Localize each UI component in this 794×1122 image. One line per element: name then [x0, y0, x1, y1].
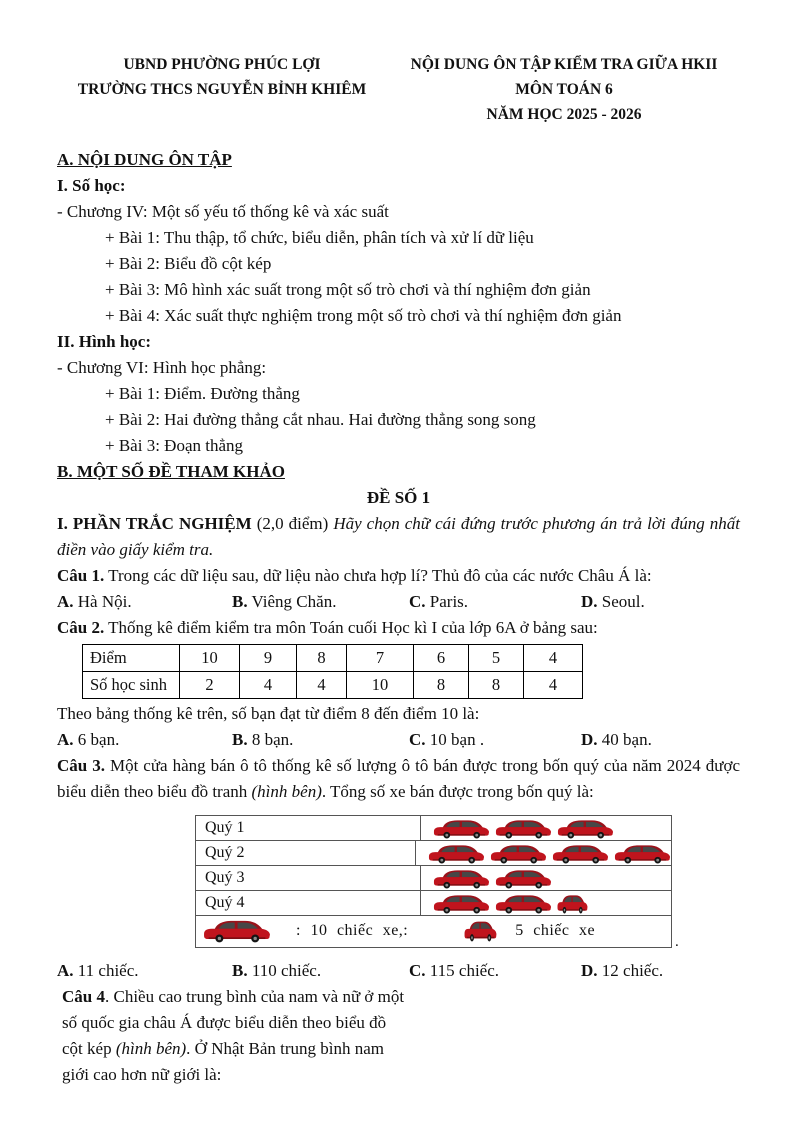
- header-exam-title: NỘI DUNG ÔN TẬP KIỂM TRA GIỮA HKII: [410, 56, 718, 73]
- car-icon: [433, 868, 490, 889]
- question-4-body: . Chiều cao trung bình của nam và nữ ở một số quốc gia châu Á được biểu diễn theo biểu đồ cột kép: [62, 987, 405, 1058]
- option-d-text: 40 bạn.: [597, 730, 652, 749]
- section-a-title: A. NỘI DUNG ÔN TẬP: [57, 150, 232, 169]
- legend-big-label: : 10 chiếc xe,:: [296, 921, 409, 939]
- question-4-italic: (hình bên): [115, 1039, 187, 1058]
- score-cell: 5: [469, 645, 524, 672]
- part1-intro: [57, 511, 740, 563]
- question-3-body: Một cửa hàng bán ô tô thống kê số lượng ô tô bán được trong bốn quý của năm 2024 được biểu diễn theo biểu đồ tranh: [57, 756, 741, 801]
- pictograph-label: Quý 3: [196, 866, 421, 890]
- geometry-chapter: - Chương VI: Hình học phẳng:: [57, 358, 267, 377]
- score-cell: 8: [297, 645, 347, 672]
- big-car-icon: [200, 918, 274, 943]
- question-3-options: [57, 958, 740, 984]
- option-d: [581, 727, 740, 753]
- score-cell: Số học sinh: [83, 672, 180, 699]
- option-d: [581, 589, 740, 615]
- option-a-key: A.: [57, 961, 74, 980]
- score-cell: 2: [180, 672, 240, 699]
- arithmetic-lesson-2: + Bài 2: Biểu đồ cột kép: [105, 254, 272, 273]
- pictograph-cars: [421, 866, 671, 890]
- score-cell: 4: [524, 645, 583, 672]
- question-4-label: Câu 4: [62, 987, 105, 1006]
- geometry-lesson-1: + Bài 1: Điểm. Đường thẳng: [105, 384, 300, 403]
- score-cell: 8: [414, 672, 469, 699]
- arithmetic-chapter: - Chương IV: Một số yếu tố thống kê và xác suất: [57, 202, 389, 221]
- option-b: [232, 958, 409, 984]
- option-a-key: A.: [57, 592, 74, 611]
- question-1: [57, 563, 740, 615]
- pictograph-row-q4: [196, 891, 671, 916]
- arithmetic-lesson-1: + Bài 1: Thu thập, tổ chức, biểu diễn, phân tích và xử lí dữ liệu: [105, 228, 534, 247]
- pictograph-wrap: [195, 815, 740, 948]
- question-2-options: [57, 727, 740, 753]
- section-b-title: B. MỘT SỐ ĐỀ THAM KHẢO: [57, 462, 285, 481]
- score-table-row-sohocsinh: [83, 672, 583, 699]
- car-pictograph: [195, 815, 672, 948]
- question-2-body: Thống kê điểm kiểm tra môn Toán cuối Học kì I của lớp 6A ở bảng sau:: [104, 618, 598, 637]
- option-c: [409, 589, 581, 615]
- score-cell: 10: [347, 672, 414, 699]
- question-4: [57, 984, 409, 1088]
- car-icon: [428, 843, 485, 864]
- header-exam-block: [388, 52, 740, 127]
- score-cell: Điểm: [83, 645, 180, 672]
- question-2-text: [57, 615, 740, 641]
- arithmetic-lesson-3: + Bài 3: Mô hình xác suất trong một số trò chơi và thí nghiệm đơn giản: [105, 280, 591, 299]
- question-1-body: Trong các dữ liệu sau, dữ liệu nào chưa hợp lí? Thủ đô của các nước Châu Á là:: [104, 566, 652, 585]
- option-c: [409, 727, 581, 753]
- option-b: [232, 589, 409, 615]
- option-a-key: A.: [57, 730, 74, 749]
- car-icon: [614, 843, 671, 864]
- pictograph-cars: [421, 891, 671, 915]
- option-c-key: C.: [409, 961, 426, 980]
- question-3-body-2: . Tổng số xe bán được trong bốn quý là:: [321, 782, 594, 801]
- score-table: [82, 644, 583, 699]
- option-d-key: D.: [581, 961, 598, 980]
- pictograph-cars: [416, 841, 671, 865]
- score-cell: 4: [524, 672, 583, 699]
- option-a: [57, 727, 232, 753]
- car-icon: [495, 818, 552, 839]
- header-school-block: [57, 52, 387, 127]
- document-header: [57, 52, 740, 127]
- header-schoolyear: NĂM HỌC 2025 - 2026: [486, 106, 642, 123]
- section-a: [57, 147, 740, 459]
- option-c-key: C.: [409, 730, 426, 749]
- option-d-key: D.: [581, 730, 598, 749]
- pictograph-label: Quý 2: [196, 841, 416, 865]
- option-b-key: B.: [232, 730, 248, 749]
- after-table-period: .: [675, 934, 679, 950]
- pictograph-cars: [421, 816, 671, 840]
- question-1-options: [57, 589, 740, 615]
- option-b-text: 110 chiếc.: [247, 961, 322, 980]
- header-school: TRƯỜNG THCS NGUYỄN BỈNH KHIÊM: [77, 81, 367, 98]
- score-cell: 4: [240, 672, 297, 699]
- header-subject: MÔN TOÁN 6: [515, 81, 613, 98]
- option-a-text: 6 bạn.: [73, 730, 120, 749]
- car-icon: [557, 893, 588, 914]
- small-car-icon: [464, 919, 497, 942]
- score-table-row-diem: [83, 645, 583, 672]
- option-b-key: B.: [232, 961, 248, 980]
- pictograph-row-q3: [196, 866, 671, 891]
- pictograph-row-q1: [196, 816, 671, 841]
- question-1-text: [57, 563, 740, 589]
- arithmetic-lesson-4: + Bài 4: Xác suất thực nghiệm trong một số trò chơi và thí nghiệm đơn giản: [105, 306, 622, 325]
- pictograph-legend: [196, 916, 671, 947]
- score-cell: 8: [469, 672, 524, 699]
- pictograph-row-q2: [196, 841, 671, 866]
- part1-points: (2,0 điểm): [251, 514, 334, 533]
- option-c: [409, 958, 581, 984]
- option-c-text: 115 chiếc.: [425, 961, 500, 980]
- question-4-body-2: . Ở Nhật Bản trung bình nam giới cao hơn nữ giới là:: [62, 1039, 385, 1084]
- car-icon: [495, 868, 552, 889]
- score-cell: 9: [240, 645, 297, 672]
- option-a-text: 11 chiếc.: [73, 961, 139, 980]
- car-icon: [552, 843, 609, 864]
- arithmetic-heading: I. Số học:: [57, 176, 126, 195]
- car-icon: [433, 818, 490, 839]
- score-cell: 6: [414, 645, 469, 672]
- option-b-key: B.: [232, 592, 248, 611]
- option-d-text: 12 chiếc.: [597, 961, 664, 980]
- part1-heading: I. PHẦN TRẮC NGHIỆM: [57, 514, 252, 533]
- option-b: [232, 727, 409, 753]
- car-icon: [490, 843, 547, 864]
- question-2-label: Câu 2.: [57, 618, 105, 637]
- question-2: [57, 615, 740, 753]
- option-c-text: 10 bạn .: [425, 730, 485, 749]
- car-icon: [557, 818, 614, 839]
- option-c-text: Paris.: [425, 592, 469, 611]
- option-d: [581, 958, 740, 984]
- question-3-label: Câu 3.: [57, 756, 105, 775]
- part1-instruction: Hãy chọn chữ cái đứng trước phương án trả lời đúng nhất điền vào giấy kiểm tra.: [57, 514, 740, 559]
- option-a-text: Hà Nội.: [73, 592, 132, 611]
- option-d-key: D.: [581, 592, 598, 611]
- score-cell: 7: [347, 645, 414, 672]
- question-3-italic: (hình bên): [251, 782, 322, 801]
- geometry-heading: II. Hình học:: [57, 332, 151, 351]
- pictograph-label: Quý 4: [196, 891, 421, 915]
- legend-small-label: 5 chiếc xe: [515, 921, 596, 939]
- option-b-text: Viêng Chăn.: [247, 592, 337, 611]
- question-2-followup: Theo bảng thống kê trên, số bạn đạt từ điểm 8 đến điểm 10 là:: [57, 704, 480, 723]
- option-a: [57, 958, 232, 984]
- header-district: UBND PHƯỜNG PHÚC LỢI: [123, 56, 321, 73]
- section-b: [57, 459, 740, 1088]
- option-d-text: Seoul.: [597, 592, 645, 611]
- geometry-lesson-2: + Bài 2: Hai đường thẳng cắt nhau. Hai đường thẳng song song: [105, 410, 536, 429]
- option-b-text: 8 bạn.: [247, 730, 294, 749]
- question-3-text: [57, 753, 740, 805]
- car-icon: [433, 893, 490, 914]
- car-icon: [495, 893, 552, 914]
- exam-title: ĐỀ SỐ 1: [366, 488, 431, 507]
- option-c-key: C.: [409, 592, 426, 611]
- pictograph-label: Quý 1: [196, 816, 421, 840]
- score-cell: 10: [180, 645, 240, 672]
- question-3: [57, 753, 740, 984]
- option-a: [57, 589, 232, 615]
- question-1-label: Câu 1.: [57, 566, 105, 585]
- score-cell: 4: [297, 672, 347, 699]
- geometry-lesson-3: + Bài 3: Đoạn thẳng: [105, 436, 244, 455]
